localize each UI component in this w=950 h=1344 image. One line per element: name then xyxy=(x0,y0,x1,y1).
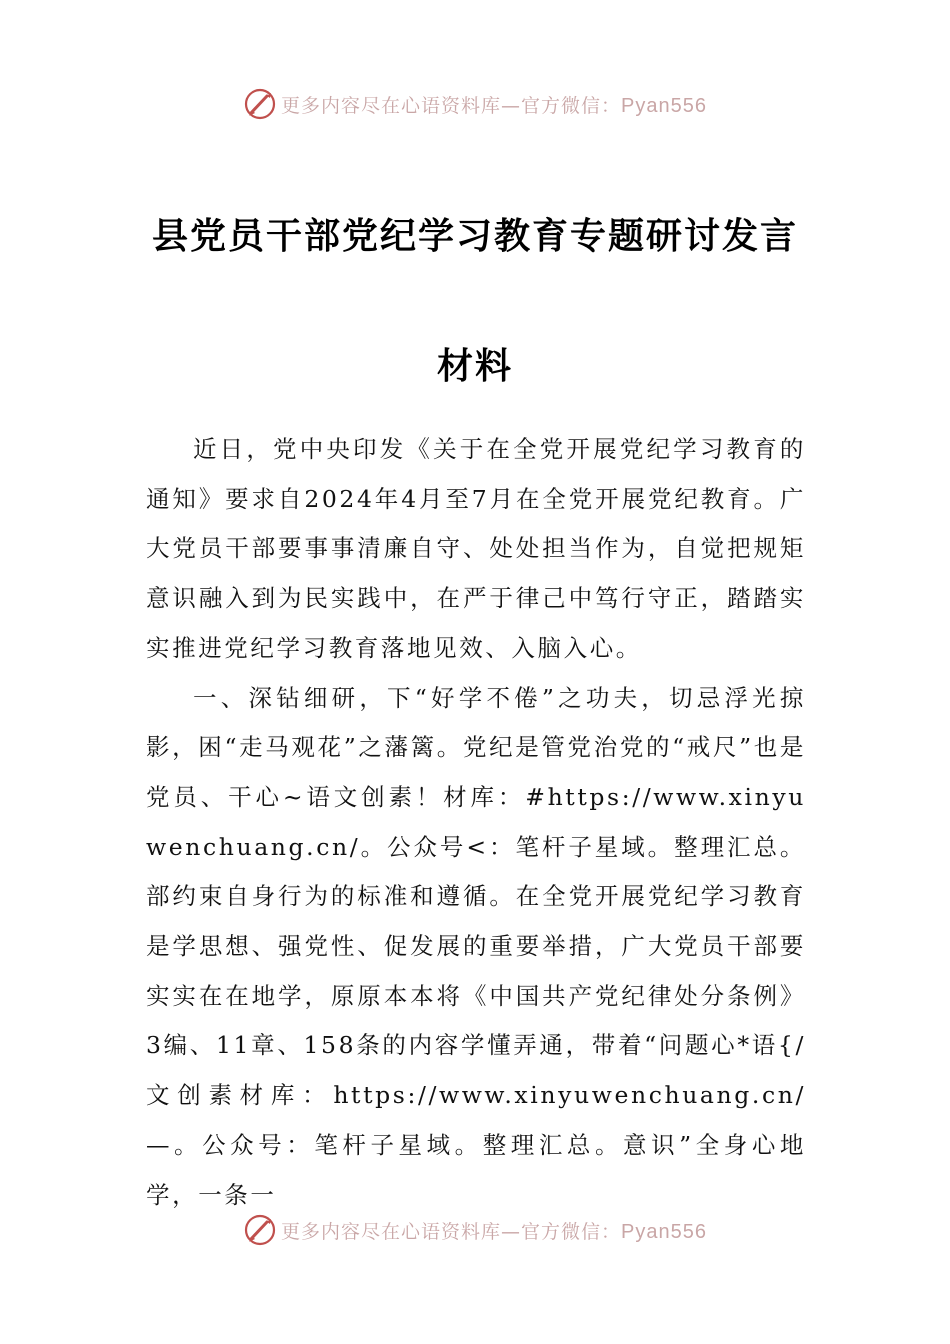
pen-logo-icon xyxy=(243,1213,277,1247)
watermark-banner-bottom xyxy=(0,1210,950,1250)
paragraph-intro: 近日，党中央印发《关于在全党开展党纪学习教育的通知》要求自2024年4月至7月在全党开展党纪教育。广大党员干部要事事清廉自守、处处担当作为，自觉把规矩意识融入到为民实践中，在严于律己中笃行守正，踏踏实实推进党纪学习教育落地见效、入脑入心。 xyxy=(146,435,806,662)
pen-logo-icon xyxy=(243,87,277,121)
document-body xyxy=(146,425,806,1220)
watermark-text: 更多内容尽在心语资料库—官方微信： xyxy=(281,94,622,117)
paragraph-section-one: 一、深钻细研，下“好学不倦”之功夫，切忌浮光掠影，困“走马观花”之藩篱。党纪是管党治党的“戒尺”也是党员、干心~语文创素！材库：#https://www.xinyuwenchuang.cn/。公众号<：笔杆子星域。整理汇总。部约束自身行为的标准和遵循。在全党开展党纪学习教育是学思想、强党性、促发展的重要举措，广大党员干部要实实在在地学，原原本本将《中国共产党纪律处分条例》3编、11章、158条的内容学懂弄通，带着“问题心*语{/文创素材库：https://www.xinyuwenchuang.cn/—。公众号：笔杆子星域。整理汇总。意识”全身心地学，一条一 xyxy=(146,683,806,1209)
watermark-text: 更多内容尽在心语资料库—官方微信： xyxy=(281,1220,622,1243)
document-title: 县党员干部党纪学习教育专题研讨发言材料 xyxy=(151,216,798,387)
wechat-id: Pyan556 xyxy=(621,94,707,117)
wechat-id: Pyan556 xyxy=(621,1220,707,1243)
watermark-banner-top xyxy=(0,84,950,124)
